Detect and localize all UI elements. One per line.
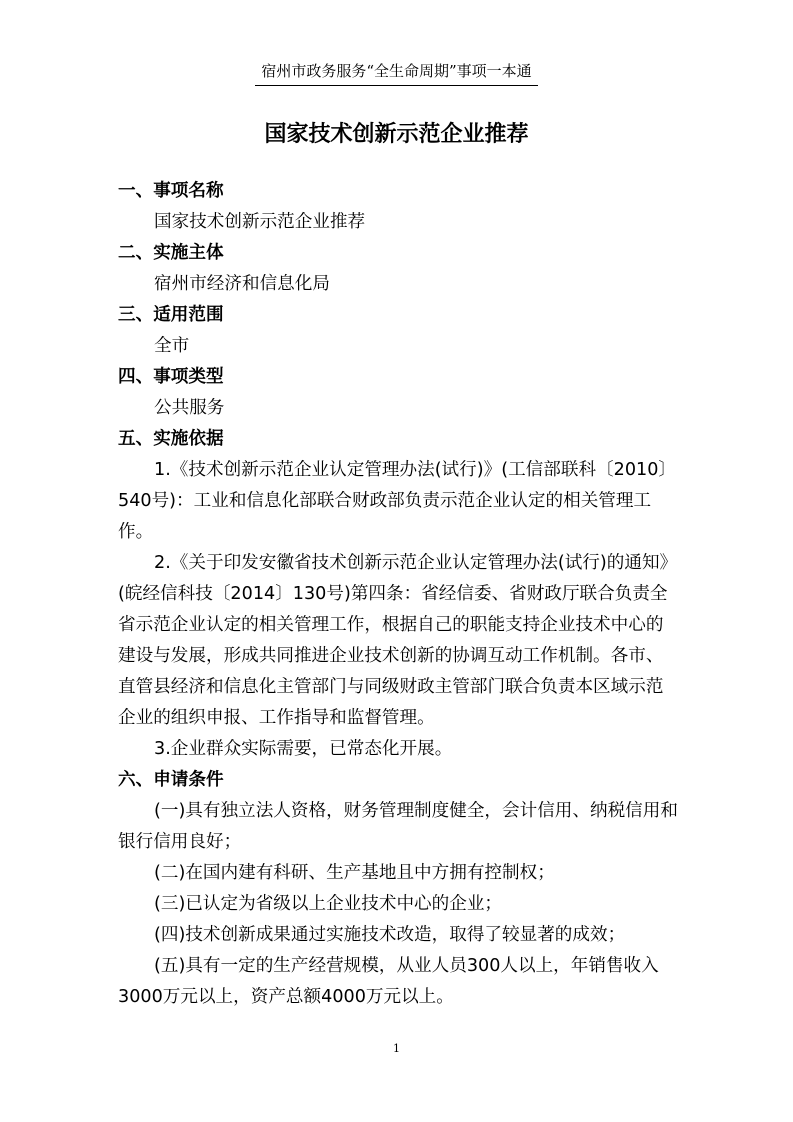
section-heading-entity: 二、实施主体 [118, 243, 224, 263]
basis-paragraph: 1.《技术创新示范企业认定管理办法(试行)》(工信部联科〔2010〕540号)：工业和信息化部联合财政部负责示范企业认定的相关管理工作。 [118, 460, 676, 542]
section-body-type: 公共服务 [154, 398, 225, 418]
section-heading-conditions: 六、申请条件 [118, 770, 224, 790]
header-underline [255, 85, 538, 86]
basis-paragraph: 3.企业群众实际需要，已常态化开展。 [154, 739, 453, 759]
section-heading-scope: 三、适用范围 [118, 305, 224, 325]
page-number: 1 [393, 1042, 400, 1055]
condition-paragraph: (四)技术创新成果通过实施技术改造，取得了较显著的成效； [154, 925, 626, 945]
section-heading-basis: 五、实施依据 [118, 429, 224, 449]
condition-paragraph: (一)具有独立法人资格，财务管理制度健全，会计信用、纳税信用和银行信用良好； [118, 801, 678, 852]
running-header: 宿州市政务服务“全生命周期”事项一本通 [261, 62, 532, 80]
section-heading-type: 四、事项类型 [118, 367, 224, 387]
section-body-entity: 宿州市经济和信息化局 [154, 274, 330, 294]
basis-paragraph: 2.《关于印发安徽省技术创新示范企业认定管理办法(试行)的通知》(皖经信科技〔2014〕130号)第四条：省经信委、省财政厅联合负责全省示范企业认定的相关管理工作，根据自己的职能支持企业技术中心的建设与发展，形成共同推进企业技术创新的协调互动工作机制。各市、直管县经济和信息化主管部门与同级财政主管部门联合负责本区域示范企业的组织申报、工作指导和监督管理。 [118, 553, 678, 728]
condition-paragraph: (二)在国内建有科研、生产基地且中方拥有控制权； [154, 863, 555, 883]
section-body-name: 国家技术创新示范企业推荐 [154, 212, 366, 232]
condition-paragraph: (五)具有一定的生产经营规模，从业人员300人以上，年销售收入3000万元以上，资产总额4000万元以上。 [118, 956, 659, 1007]
section-heading-name: 一、事项名称 [118, 181, 224, 201]
condition-paragraph: (三)已认定为省级以上企业技术中心的企业； [154, 894, 503, 914]
section-body-scope: 全市 [154, 336, 190, 356]
page-title: 国家技术创新示范企业推荐 [264, 122, 529, 147]
document-body [118, 176, 680, 1013]
